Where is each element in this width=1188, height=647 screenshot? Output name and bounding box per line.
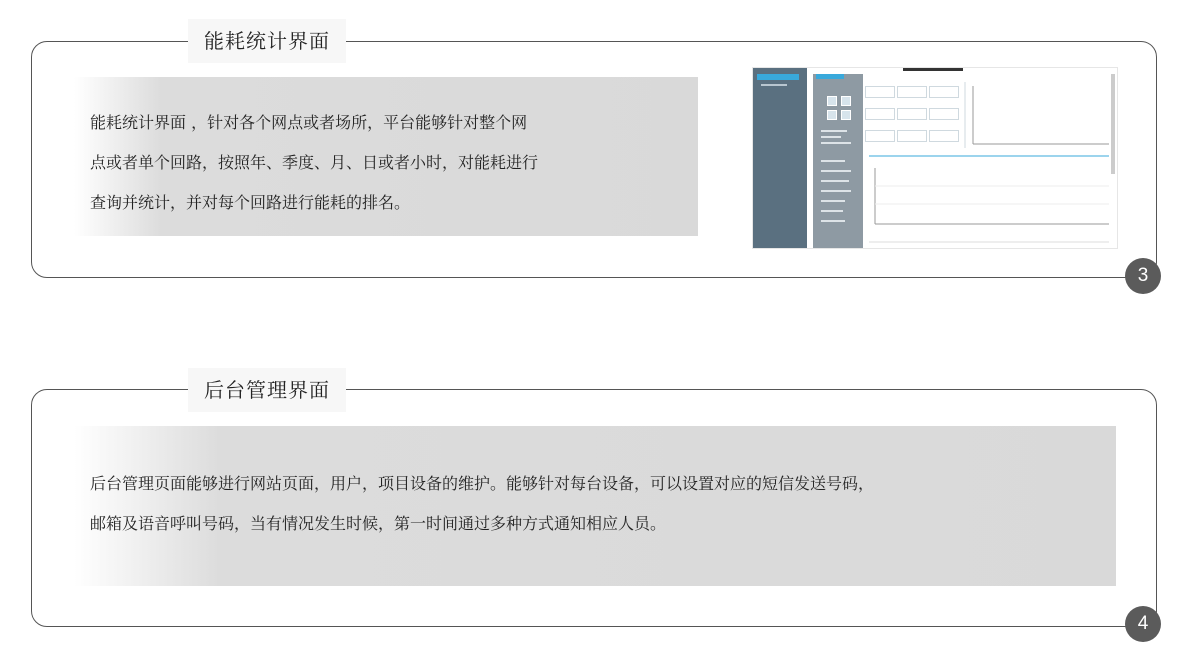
description-line: 点或者单个回路，按照年、季度、月、日或者小时，对能耗进行 bbox=[90, 153, 539, 172]
description-line: 能耗统计界面 ，针对各个网点或者场所，平台能够针对整个网 bbox=[90, 113, 528, 132]
description-energy-stats bbox=[74, 77, 698, 236]
section-title-energy-stats: 能耗统计界面 bbox=[188, 19, 346, 63]
thumbnail-sidebar bbox=[753, 68, 807, 249]
thumbnail-main-area bbox=[865, 74, 1113, 249]
section-title-admin: 后台管理界面 bbox=[188, 368, 346, 412]
section-number-badge: 4 bbox=[1125, 606, 1161, 642]
energy-stats-screenshot-thumbnail bbox=[752, 67, 1118, 249]
section-number-badge: 3 bbox=[1125, 258, 1161, 294]
description-line: 邮箱及语音呼叫号码，当有情况发生时候，第一时间通过多种方式通知相应人员。 bbox=[90, 514, 667, 533]
description-admin bbox=[74, 426, 1116, 586]
thumbnail-charts bbox=[865, 74, 1113, 249]
thumbnail-filter-panel bbox=[813, 74, 863, 249]
description-line: 后台管理页面能够进行网站页面，用户，项目设备的维护。能够针对每台设备，可以设置对应的短信发送号码， bbox=[90, 474, 875, 493]
description-line: 查询并统计，并对每个回路进行能耗的排名。 bbox=[90, 193, 411, 212]
